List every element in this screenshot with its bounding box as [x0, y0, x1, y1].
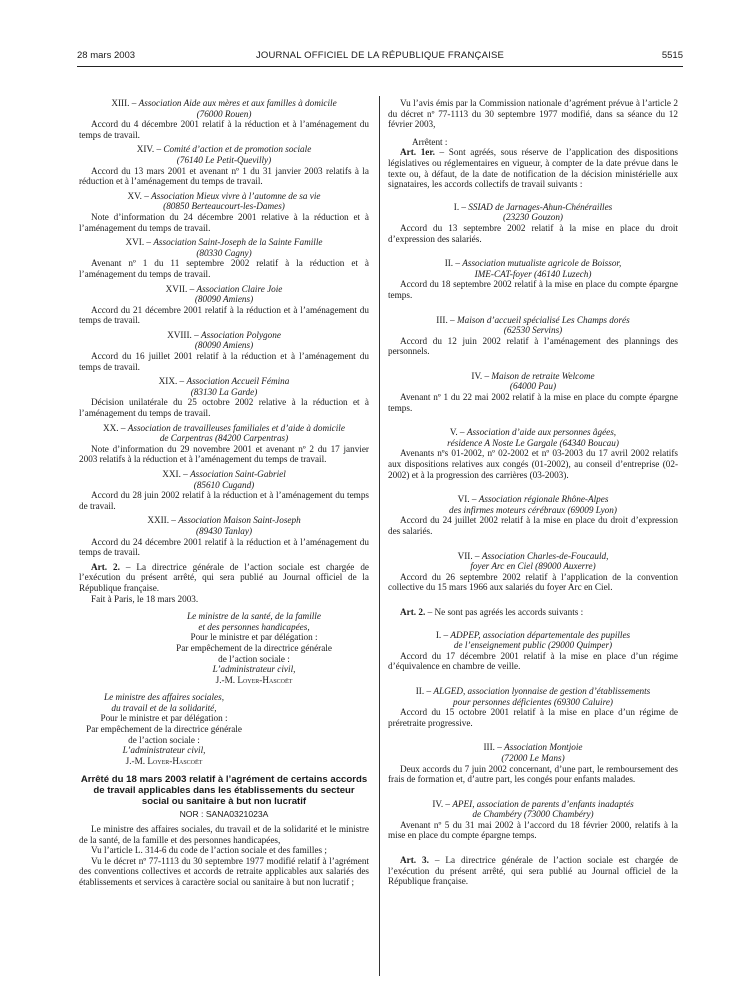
entry-text: Accord du 17 décembre 2001 relatif à la mise en place d’un régime d’équivalence en chambre de veille.: [388, 650, 678, 672]
sig-name: J.-M. Loyer-Hascoët: [125, 755, 203, 766]
entry-number: XVII. –: [165, 283, 195, 294]
entry-place: IME-CAT-foyer (46140 Luzech): [474, 268, 592, 279]
entry-name: Comité d’action et de promotion sociale: [163, 144, 312, 155]
entry-place: (80330 Cagny): [196, 247, 252, 258]
entry-name: Maison d’accueil spécialisé Les Champs dorés: [456, 314, 630, 325]
entry-number: I. –: [453, 201, 467, 212]
header-date: 28 mars 2003: [77, 50, 136, 61]
entry-number: XXII. –: [147, 515, 176, 526]
entry-name: Association Aide aux mères et aux familles à domicile: [138, 98, 337, 108]
list-item: [388, 686, 678, 728]
intro-paragraph: Vu le décret nº 77-1113 du 30 septembre 1977 modifié relatif à l’agrément des conventions collectives et accords de retraite applicables aux salariés des établissements et services à caractère social ou sanitaire à but non lucratif ;: [79, 855, 369, 887]
arretent: Arrêtent :: [412, 136, 448, 147]
sig-line: Pour le ministre et par délégation :: [100, 713, 228, 724]
nor-reference: NOR : SANA0321023A: [179, 809, 269, 820]
entry-text: Accord du 13 mars 2001 et avenant nº 1 du 31 janvier 2003 relatifs à la réduction et à l’aménagement du temps de travail.: [79, 165, 369, 187]
entry-name: Association Saint-Gabriel: [190, 469, 286, 479]
sig-line: Le ministre de la santé, de la famille: [187, 611, 321, 622]
entry-heading: [79, 98, 369, 109]
left-entries: [79, 98, 369, 558]
sig-line: du travail et de la solidarité,: [111, 702, 217, 713]
entry-name: Association Montjoie: [504, 742, 583, 753]
left-column: [79, 98, 369, 888]
list-item: [388, 551, 678, 593]
entry-heading: [79, 515, 369, 526]
entry-text: Accord du 24 décembre 2001 relatif à la réduction et à l’aménagement du temps de travail.: [79, 536, 369, 558]
list-item: [388, 799, 678, 841]
list-item: [79, 98, 369, 140]
entry-text: Note d’information du 29 novembre 2001 et avenant nº 2 du 17 janvier 2003 relatifs à la réduction et à l’aménagement du temps de travail.: [79, 443, 369, 465]
entry-text: Avenants nºs 01-2002, nº 02-2002 et nº 03-2003 du 17 avril 2002 relatifs aux dispositions relatives aux congés (01-2002), au conseil d’entreprise (02-2002) et à la progression des carrières (03-2003).: [388, 448, 678, 480]
entry-heading: [388, 742, 678, 753]
entry-text: Accord du 18 septembre 2002 relatif à la mise en place du compte épargne temps.: [388, 279, 678, 300]
entry-name: Association Mieux vivre à l’automne de sa vie: [151, 190, 321, 201]
entry-text: Note d’information du 24 décembre 2001 relative à la réduction et à l’aménagement du temps de travail.: [79, 211, 369, 233]
list-item: [388, 494, 678, 536]
list-item: [79, 423, 369, 465]
sig-line: L’administrateur civil,: [212, 664, 296, 675]
entry-name: Association Polygone: [201, 329, 281, 340]
entry-place: de l’enseignement public (29000 Quimper): [453, 640, 613, 651]
article-text: – Ne sont pas agréés les accords suivants :: [425, 606, 584, 617]
list-item: [79, 376, 369, 418]
entry-number: V. –: [449, 427, 465, 438]
fait-a-paris: Fait à Paris, le 18 mars 2003.: [91, 593, 199, 604]
entry-name: Association Maison Saint-Joseph: [178, 515, 301, 526]
entry-number: IV. –: [471, 370, 490, 381]
entry-heading: [388, 630, 678, 641]
entry-heading: [388, 686, 678, 697]
entry-heading: [388, 202, 678, 213]
entry-number: XVI. –: [125, 237, 152, 248]
entry-place: foyer Arc en Ciel (89000 Auxerre): [470, 561, 596, 572]
article-label: Art. 3.: [400, 855, 429, 866]
entry-text: Accord du 15 octobre 2001 relatif à la mise en place d’un régime de préretraite progressive.: [388, 707, 678, 728]
signature-block-2: [79, 692, 369, 766]
entry-heading: [79, 376, 369, 387]
entry-place: résidence A Noste Le Gargale (64340 Boucau): [447, 437, 619, 448]
entry-name: ADPEP, association départementale des pupilles: [450, 629, 631, 640]
entry-place: (80850 Berteaucourt-les-Dames): [163, 201, 285, 212]
article-label: Art. 2.: [91, 561, 120, 572]
sig-line: Par empêchement de la directrice générale: [86, 724, 242, 735]
entry-number: I. –: [435, 629, 449, 640]
entry-place: de Carpentras (84200 Carpentras): [159, 433, 289, 444]
entry-place: (80090 Amiens): [194, 340, 254, 351]
intro-paragraph: Le ministre des affaires sociales, du travail et de la solidarité et le ministre de la santé, de la famille et des personnes handicapées,: [79, 824, 369, 845]
entry-number: XIV. –: [136, 144, 162, 155]
sig-name: J.-M. Loyer-Hascoët: [215, 674, 293, 685]
entry-heading: [79, 423, 369, 434]
entry-name: Association Saint-Joseph de la Sainte Famille: [153, 237, 323, 248]
entry-text: Accord du 4 décembre 2001 relatif à la réduction et à l’aménagement du temps de travail.: [79, 119, 369, 140]
column-divider: [379, 96, 380, 976]
intro-paragraph: Vu l’article L. 314-6 du code de l’action sociale et des familles ;: [91, 845, 327, 856]
list-item: [388, 202, 678, 244]
entry-heading: [79, 330, 369, 341]
vu-paragraph: Vu l’avis émis par la Commission nationale d’agrément prévue à l’article 2 du décret nº 77-1113 du 30 septembre 1977 modifié, dans sa séance du 12 février 2003,: [388, 98, 678, 130]
entry-heading: [388, 315, 678, 326]
entry-number: III. –: [436, 314, 455, 325]
sig-line: Le ministre des affaires sociales,: [103, 692, 225, 703]
entry-text: Accord du 26 septembre 2002 relatif à l’application de la convention collective du 15 mars 1966 aux salariés du foyer Arc en Ciel.: [388, 571, 678, 593]
entry-name: SSIAD de Jarnages-Ahun-Chénérailles: [468, 201, 613, 212]
entry-place: (64000 Pau): [509, 381, 557, 392]
entry-heading: [79, 284, 369, 295]
entry-place: (23230 Gouzon): [503, 212, 563, 223]
entry-name: ALGED, association lyonnaise de gestion d’établissements: [433, 685, 651, 696]
entry-name: Association mutualiste agricole de Boissor,: [462, 258, 622, 269]
entry-text: Avenant nº 1 du 22 mai 2002 relatif à la mise en place du compte épargne temps.: [388, 392, 678, 413]
list-item: [388, 371, 678, 413]
entry-place: des infirmes moteurs cérébraux (69009 Lyon): [449, 504, 617, 515]
entry-number: VII. –: [457, 550, 480, 561]
list-item: [388, 315, 678, 357]
entry-number: III. –: [483, 742, 502, 753]
article-text: – La directrice générale de l’action sociale est chargée de l’exécution du présent arrêté, qui sera publié au Journal officiel de la République française.: [388, 855, 678, 887]
entry-heading: [79, 191, 369, 202]
sig-line: Par empêchement de la directrice générale: [176, 642, 332, 653]
right-article-3: [388, 855, 678, 887]
article-text: – Sont agréés, sous réserve de l’application des dispositions législatives ou réglementaires en vigueur, à compter de la date prévue dans le texte ou, à défaut, de la date de notification de la décision ministérielle aux signataires, les accords collectifs de travail suivants :: [388, 147, 678, 190]
entry-place: (83130 La Garde): [190, 386, 258, 397]
list-item: [79, 144, 369, 186]
left-article-2: [79, 562, 369, 594]
entry-number: II. –: [444, 258, 460, 269]
entry-name: Association Accueil Fémina: [186, 376, 290, 387]
entry-text: Avenant nº 5 du 31 mai 2002 à l’accord du 18 février 2000, relatifs à la mise en place du compte épargne temps.: [388, 819, 678, 841]
list-item: [388, 742, 678, 784]
article-text: – La directrice générale de l’action sociale est chargée de l’exécution du présent arrêté, qui sera publié au Journal officiel de la République française.: [79, 561, 369, 593]
entry-text: Accord du 12 juin 2002 relatif à l’aménagement des plannings des personnels.: [388, 335, 678, 357]
entry-number: IV. –: [432, 798, 451, 809]
list-item: [79, 330, 369, 372]
entry-text: Accord du 16 juillet 2001 relatif à la réduction et à l’aménagement du temps de travail.: [79, 351, 369, 372]
entry-heading: [388, 799, 678, 810]
entry-heading: [79, 144, 369, 155]
entry-number: VI. –: [457, 494, 477, 505]
entry-place: (76000 Rouen): [196, 108, 252, 119]
article-label: Art. 2.: [400, 606, 426, 617]
entry-heading: [388, 551, 678, 562]
list-item: [79, 284, 369, 326]
entry-heading: [388, 494, 678, 505]
entry-heading: [388, 371, 678, 382]
entry-number: XXI. –: [162, 469, 188, 479]
right-column: [388, 98, 678, 887]
entry-place: de Chambéry (73000 Chambéry): [472, 809, 594, 820]
entry-place: (62530 Servins): [503, 325, 563, 336]
entry-name: Association Charles-de-Foucauld,: [481, 550, 609, 561]
entry-heading: [388, 258, 678, 269]
entry-place: pour personnes déficientes (69300 Caluire): [453, 696, 613, 707]
journal-title: JOURNAL OFFICIEL DE LA RÉPUBLIQUE FRANÇAISE: [255, 50, 505, 61]
sig-line: de l’action sociale :: [218, 653, 290, 664]
entry-number: XVIII. –: [167, 329, 199, 340]
entry-text: Accord du 28 juin 2002 relatif à la réduction et à l’aménagement du temps de travail.: [79, 490, 369, 511]
entry-number: II. –: [415, 685, 432, 696]
right-article-2: [388, 607, 678, 618]
article-label: Art. 1er.: [400, 147, 435, 158]
entry-text: Deux accords du 7 juin 2002 concernant, d’une part, le remboursement des frais de formation et, d’autre part, les congés pour enfants malades.: [388, 763, 678, 785]
list-item: [388, 258, 678, 300]
entry-text: Décision unilatérale du 25 octobre 2002 relative à la réduction et à l’aménagement du temps de travail.: [79, 397, 369, 419]
entry-heading: [79, 469, 369, 480]
list-item: [79, 191, 369, 233]
entry-name: Association régionale Rhône-Alpes: [478, 494, 609, 505]
entry-number: XIII. –: [111, 98, 137, 108]
entry-place: (85610 Cugand): [193, 479, 255, 490]
entry-place: (72000 Le Mans): [501, 752, 565, 763]
entry-name: Association Claire Joie: [196, 283, 283, 294]
rejected-entries: [388, 630, 678, 842]
entry-text: Accord du 13 septembre 2002 relatif à la mise en place du droit d’expression des salariés.: [388, 222, 678, 244]
entry-heading: [79, 237, 369, 248]
entry-number: XV. –: [127, 190, 149, 201]
entry-place: (76140 Le Petit-Quevilly): [176, 154, 272, 165]
entry-name: Maison de retraite Welcome: [491, 370, 595, 381]
entry-text: Avenant nº 1 du 11 septembre 2002 relatif à la réduction et à l’aménagement du temps de travail.: [79, 258, 369, 279]
sig-line: L’administrateur civil,: [122, 745, 206, 756]
list-item: [79, 237, 369, 279]
header-rule: [77, 66, 683, 67]
entry-name: Association de travailleuses familiales et d’aide à domicile: [127, 422, 345, 433]
page-header: [77, 50, 683, 64]
list-item: [388, 427, 678, 480]
page-number: 5515: [661, 50, 683, 61]
sig-line: Pour le ministre et par délégation :: [190, 632, 318, 643]
sig-line: et des personnes handicapées,: [198, 621, 310, 632]
entry-number: XX. –: [103, 422, 126, 433]
list-item: [388, 630, 678, 672]
entry-text: Accord du 21 décembre 2001 relatif à la réduction et à l’aménagement du temps de travail.: [79, 304, 369, 326]
entry-name: APEI, association de parents d’enfants inadaptés: [452, 798, 634, 809]
sig-line: de l’action sociale :: [128, 734, 200, 745]
entry-place: (80090 Amiens): [194, 294, 254, 305]
entry-text: Accord du 24 juillet 2002 relatif à la mise en place du droit d’expression des salariés.: [388, 515, 678, 536]
approved-entries: [388, 202, 678, 593]
entry-name: Association d’aide aux personnes âgées,: [466, 427, 617, 438]
arrete-title: Arrêté du 18 mars 2003 relatif à l’agrément de certains accords de travail applicables dans les établissements du secteur social ou sanitaire à but non lucratif: [80, 774, 368, 808]
entry-heading: [388, 427, 678, 438]
entry-number: XIX. –: [158, 376, 185, 387]
right-article-1: [388, 147, 678, 189]
list-item: [79, 469, 369, 511]
list-item: [79, 515, 369, 557]
signature-block-1: [79, 611, 369, 685]
entry-place: (89430 Tanlay): [195, 525, 253, 536]
